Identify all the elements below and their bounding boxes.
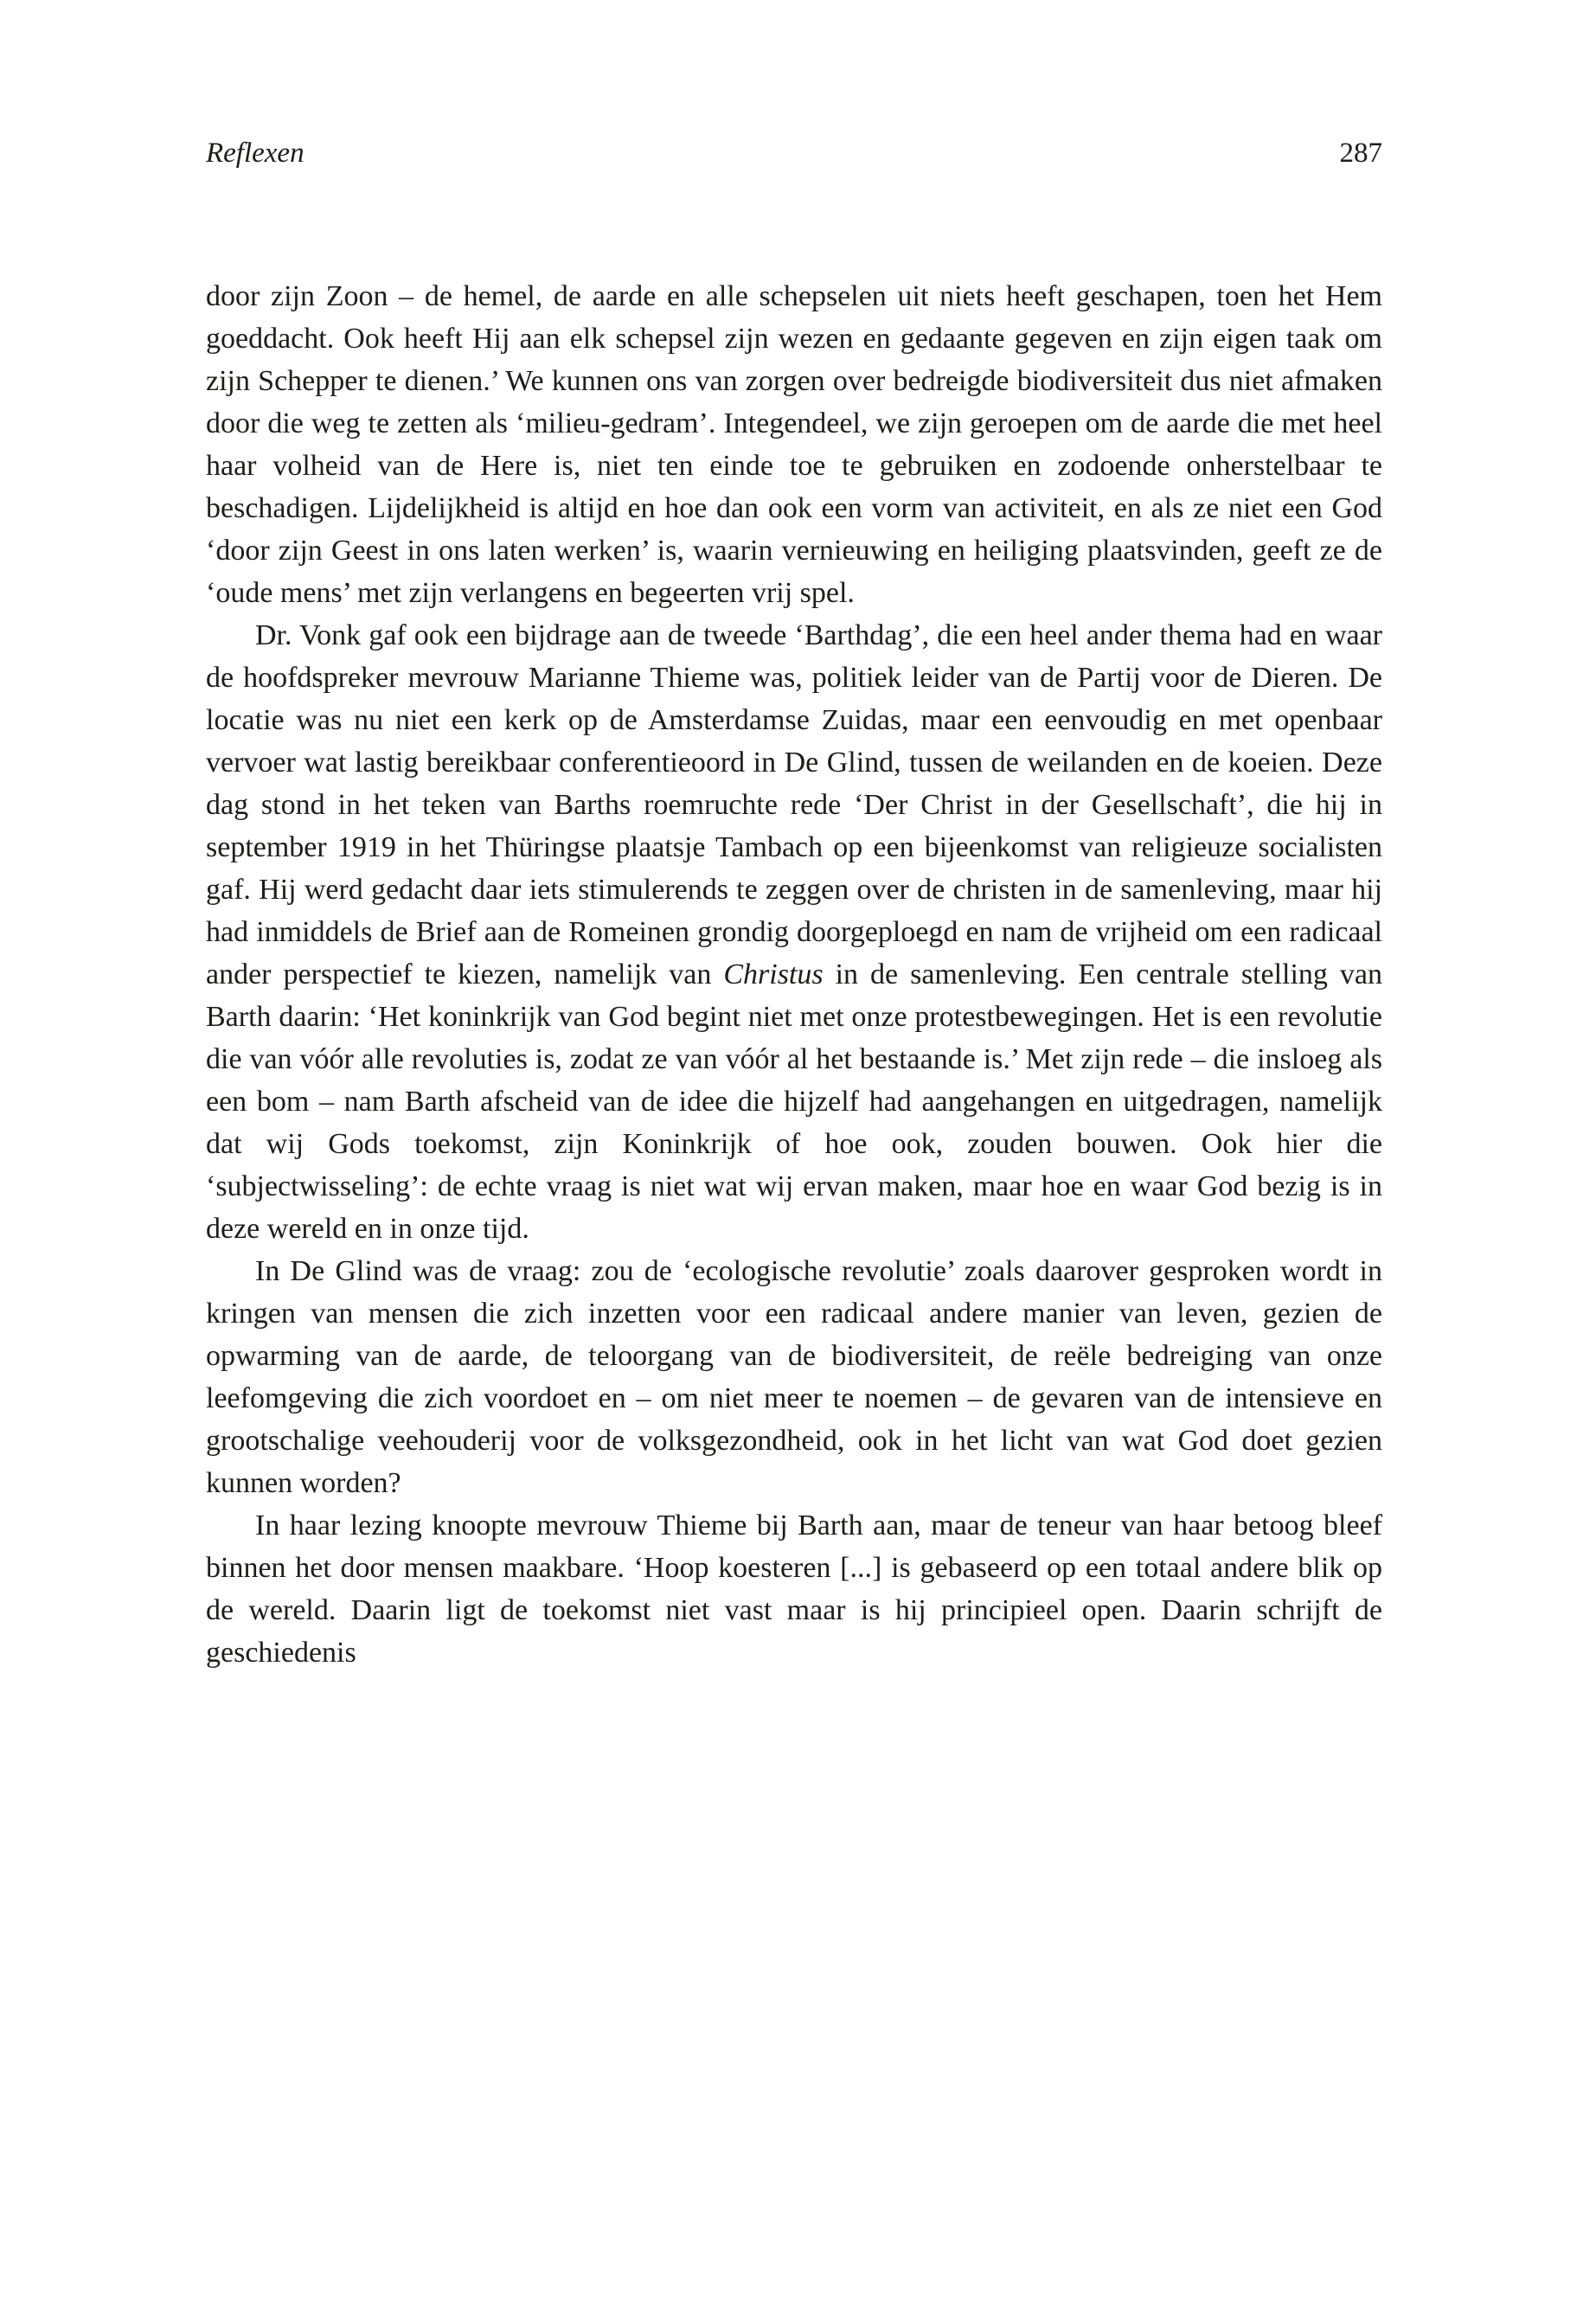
page-number: 287 [1339, 138, 1382, 169]
running-header-title: Reflexen [206, 138, 304, 169]
paragraph-segment: in de samenleving. Een centrale stelling van Barth daarin: ‘Het koninkrijk van God begint niet met onze protestbewegingen. Het is een revolutie die van vóór alle revoluties is, zodat ze van vóór al het bestaande is.’ Met zijn rede – die insloeg als een bom – nam Barth afscheid van de idee die hijzelf had aangehangen en uitgedragen, namelijk dat wij Gods toekomst, zijn Koninkrijk of hoe ook, zouden bouwen. Ook hier die ‘subjectwisseling’: de echte vraag is niet wat wij ervan maken, maar hoe en waar God bezig is in deze wereld en in onze tijd. [206, 958, 1382, 1245]
italic-text: Christus [723, 958, 824, 990]
paragraph [206, 614, 1382, 1250]
paragraph-segment: Dr. Vonk gaf ook een bijdrage aan de tweede ‘Barthdag’, die een heel ander thema had en waar de hoofdspreker mevrouw Marianne Thieme was, politiek leider van de Partij voor de Dieren. De locatie was nu niet een kerk op de Amsterdamse Zuidas, maar een eenvoudig en met openbaar vervoer wat lastig bereikbaar conferentieoord in De Glind, tussen de weilanden en de koeien. Deze dag stond in het teken van Barths roemruchte rede ‘Der Christ in der Gesellschaft’, die hij in september 1919 in het Thüringse plaatsje Tambach op een bijeenkomst van religieuze socialisten gaf. Hij werd gedacht daar iets stimulerends te zeggen over de christen in de samenleving, maar hij had inmiddels de Brief aan de Romeinen grondig doorgeploegd en nam de vrijheid om een radicaal ander perspectief te kiezen, namelijk van [206, 619, 1382, 990]
running-header [206, 137, 1382, 171]
paragraph [206, 275, 1382, 614]
paragraph [206, 1250, 1382, 1504]
paragraph-segment: In De Glind was de vraag: zou de ‘ecologische revolutie’ zoals daarover gesproken wordt in kringen van mensen die zich inzetten voor een radicaal andere manier van leven, gezien de opwarming van de aarde, de teloorgang van de biodiversiteit, de reële bedreiging van onze leefomgeving die zich voordoet en – om niet meer te noemen – de gevaren van de intensieve en grootschalige veehouderij voor de volksgezondheid, ook in het licht van wat God doet gezien kunnen worden? [206, 1255, 1382, 1499]
paragraph-segment: door zijn Zoon – de hemel, de aarde en alle schepselen uit niets heeft geschapen, toen het Hem goeddacht. Ook heeft Hij aan elk schepsel zijn wezen en gedaante gegeven en zijn eigen taak om zijn Schepper te dienen.’ We kunnen ons van zorgen over bedreigde biodiversiteit dus niet afmaken door die weg te zetten als ‘milieu-gedram’. Integendeel, we zijn geroepen om de aarde die met heel haar volheid van de Here is, niet ten einde toe te gebruiken en zodoende onherstelbaar te beschadigen. Lijdelijkheid is altijd en hoe dan ook een vorm van activiteit, en als ze niet een God ‘door zijn Geest in ons laten werken’ is, waarin vernieuwing en heiliging plaatsvinden, geeft ze de ‘oude mens’ met zijn verlangens en begeerten vrij spel. [206, 280, 1382, 609]
paragraph [206, 1504, 1382, 1674]
text-column [206, 275, 1382, 1674]
paragraph-segment: In haar lezing knoopte mevrouw Thieme bij Barth aan, maar de teneur van haar betoog bleef binnen het door mensen maakbare. ‘Hoop koesteren [...] is gebaseerd op een totaal andere blik op de wereld. Daarin ligt de toekomst niet vast maar is hij principieel open. Daarin schrijft de geschiedenis [206, 1509, 1382, 1669]
